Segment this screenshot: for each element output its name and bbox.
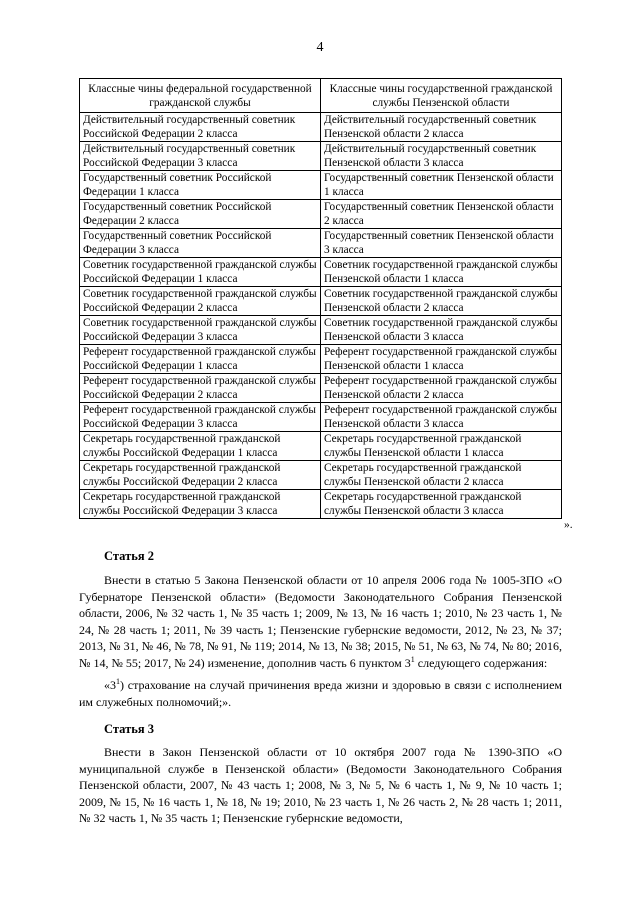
cell-regional-rank: Секретарь государственной гражданской службы Пензенской области 2 класса [321,461,562,490]
table-row [80,171,562,200]
cell-regional-rank: Советник государственной гражданской службы Пензенской области 1 класса [321,258,562,287]
table-row [80,229,562,258]
article-2-quote [79,677,562,710]
table-row [80,142,562,171]
cell-regional-rank: Секретарь государственной гражданской службы Пензенской области 1 класса [321,432,562,461]
cell-federal-rank: Референт государственной гражданской службы Российской Федерации 2 класса [80,374,321,403]
cell-federal-rank: Государственный советник Российской Федерации 1 класса [80,171,321,200]
cell-federal-rank: Действительный государственный советник Российской Федерации 2 класса [80,113,321,142]
cell-federal-rank: Действительный государственный советник Российской Федерации 3 класса [80,142,321,171]
table-row [80,200,562,229]
cell-federal-rank: Референт государственной гражданской службы Российской Федерации 1 класса [80,345,321,374]
table-row [80,316,562,345]
article-2-text-end: следующего содержания: [414,655,548,670]
table-row [80,345,562,374]
class-ranks-table [79,78,562,519]
header-regional: Классные чины государственной гражданской службы Пензенской области [321,79,562,113]
cell-federal-rank: Секретарь государственной гражданской службы Российской Федерации 2 класса [80,461,321,490]
table-row [80,461,562,490]
article-2-body [79,572,562,710]
cell-regional-rank: Советник государственной гражданской службы Пензенской области 2 класса [321,287,562,316]
table-row [80,490,562,519]
article-2-text: Внести в статью 5 Закона Пензенской области от 10 апреля 2006 года № 1005-ЗПО «О Губернаторе Пензенской области» (Ведомости Законодательного Собрания Пензенской области, 2006, № 32 часть 1, № 35 часть 1; 2009, № 13, № 16 часть 1; 2010, № 23 часть 1, № 24, № 28 часть 1; 2011, № 39 часть 1; Пензенские губернские ведомости, 2012, № 23, № 37; 2013, № 31, № 46, № 78, № 91, № 119; 2014, № 13, № 38; 2015, № 51, № 63, № 74, № 80; 2016, № 14, № 55; 2017, № 24) изменение, дополнив часть 6 пунктом 3 [79,573,562,670]
cell-federal-rank: Советник государственной гражданской службы Российской Федерации 1 класса [80,258,321,287]
article-3-paragraph: Внести в Закон Пензенской области от 10 октября 2007 года № 1390-ЗПО «О муниципальной службе в Пензенской области» (Ведомости Законодательного Собрания Пензенской области, 2007, № 43 часть 1; 2008, № 3, № 5, № 6 часть 1, № 9, № 10 часть 1; 2009, № 15, № 16 часть 1, № 18, № 19; 2010, № 23 часть 1, № 26 часть 2, № 28 часть 1; 2011, № 32 часть 1, № 35 часть 1; Пензенские губернские ведомости, [79,745,562,825]
table-row [80,287,562,316]
cell-federal-rank: Референт государственной гражданской службы Российской Федерации 3 класса [80,403,321,432]
cell-federal-rank: Государственный советник Российской Федерации 2 класса [80,200,321,229]
cell-regional-rank: Советник государственной гражданской службы Пензенской области 3 класса [321,316,562,345]
table-row [80,374,562,403]
cell-federal-rank: Государственный советник Российской Федерации 3 класса [80,229,321,258]
article-2-paragraph [79,572,562,671]
table-row [80,403,562,432]
cell-regional-rank: Секретарь государственной гражданской службы Пензенской области 3 класса [321,490,562,519]
table-header-row [80,79,562,113]
quote-start: «3 [104,678,116,692]
cell-regional-rank: Действительный государственный советник Пензенской области 2 класса [321,113,562,142]
cell-regional-rank: Действительный государственный советник Пензенской области 3 класса [321,142,562,171]
article-2-title: Статья 2 [104,549,154,563]
cell-regional-rank: Референт государственной гражданской службы Пензенской области 1 класса [321,345,562,374]
cell-federal-rank: Советник государственной гражданской службы Российской Федерации 3 класса [80,316,321,345]
quote-text: ) страхование на случай причинения вреда жизни и здоровью в связи с исполнением им служебных полномочий;». [79,678,562,709]
cell-federal-rank: Секретарь государственной гражданской службы Российской Федерации 1 класса [80,432,321,461]
table-row [80,113,562,142]
cell-federal-rank: Секретарь государственной гражданской службы Российской Федерации 3 класса [80,490,321,519]
cell-regional-rank: Государственный советник Пензенской области 2 класса [321,200,562,229]
cell-regional-rank: Референт государственной гражданской службы Пензенской области 3 класса [321,403,562,432]
table-row [80,432,562,461]
cell-regional-rank: Референт государственной гражданской службы Пензенской области 2 класса [321,374,562,403]
cell-regional-rank: Государственный советник Пензенской области 1 класса [321,171,562,200]
page-number: 4 [316,40,324,55]
article-3-body [79,744,562,827]
header-federal: Классные чины федеральной государственной гражданской службы [80,79,321,113]
quote-superscript: 1 [116,677,120,686]
cell-regional-rank: Государственный советник Пензенской области 3 класса [321,229,562,258]
article-3-title: Статья 3 [104,722,154,736]
superscript: 1 [410,654,415,664]
table-row [80,258,562,287]
table-closing-quote: ». [564,519,573,531]
cell-federal-rank: Советник государственной гражданской службы Российской Федерации 2 класса [80,287,321,316]
